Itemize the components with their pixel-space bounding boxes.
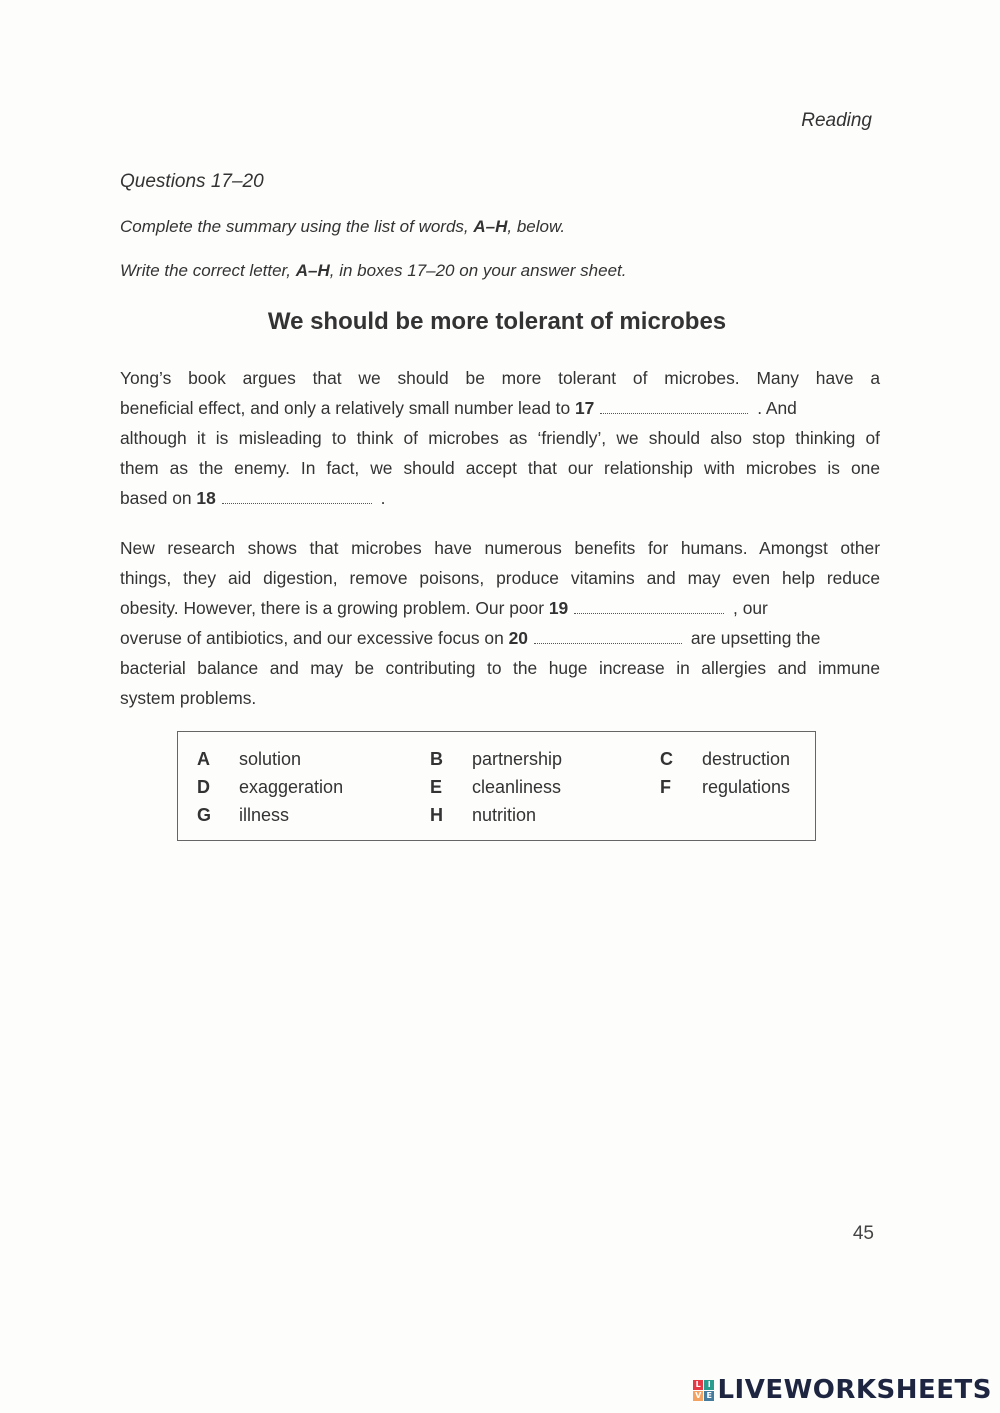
line-text: .	[380, 488, 386, 508]
gap-number-19: 19	[548, 598, 569, 618]
option-letter: H	[430, 805, 443, 825]
paragraph-line: bacterial balance and may be contributing to the huge increase in allergies and immune	[120, 658, 880, 678]
liveworksheets-logo-icon	[693, 1380, 714, 1401]
instruction-text: , below.	[507, 217, 566, 236]
option-letter: B	[430, 749, 443, 769]
liveworksheets-brand[interactable]	[693, 1375, 992, 1405]
section-label: Reading	[801, 110, 872, 131]
gap-number-18: 18	[196, 488, 216, 508]
paragraph-line	[120, 483, 880, 513]
instruction-range: A–H	[473, 217, 508, 236]
option-word: exaggeration	[239, 777, 344, 797]
instruction-complete-summary	[120, 217, 565, 237]
instruction-range: A–H	[295, 261, 330, 280]
paragraph-line: system problems.	[120, 688, 257, 708]
line-text: , our	[733, 598, 768, 618]
line-text: . And	[757, 398, 797, 418]
gap-number-17: 17	[575, 398, 595, 418]
paragraph-line	[120, 623, 880, 653]
option-word: destruction	[702, 749, 791, 769]
paragraph-line: Yong’s book argues that we should be more tolerant of microbes. Many have a	[120, 368, 880, 388]
line-text: beneficial effect, and only a relatively small number lead to	[120, 398, 571, 418]
paragraph-line: New research shows that microbes have numerous benefits for humans. Amongst other	[120, 538, 880, 558]
option-word: cleanliness	[472, 777, 562, 797]
instruction-text: , in boxes 17–20 on your answer sheet.	[329, 261, 627, 280]
line-text: based on	[120, 488, 192, 508]
option-word: illness	[239, 805, 290, 825]
instruction-write-letter	[120, 261, 627, 281]
gap-number-20: 20	[508, 628, 528, 648]
summary-paragraph-2	[120, 533, 880, 713]
line-text: overuse of antibiotics, and our excessive focus on	[120, 628, 504, 648]
logo-tile: I	[704, 1380, 714, 1390]
option-letter: D	[197, 777, 210, 797]
paragraph-line	[120, 393, 880, 423]
logo-tile: V	[695, 1390, 702, 1400]
paragraph-line: things, they aid digestion, remove poisons, produce vitamins and may even help reduce	[120, 568, 880, 588]
option-letter: C	[660, 749, 673, 769]
questions-heading: Questions 17–20	[120, 171, 264, 192]
option-word: nutrition	[472, 805, 537, 825]
option-letter: G	[197, 805, 212, 825]
option-word: partnership	[472, 749, 563, 769]
logo-tile: L	[693, 1380, 703, 1390]
summary-title: We should be more tolerant of microbes	[267, 308, 727, 335]
option-letter: F	[660, 777, 671, 797]
summary-paragraph-1	[120, 363, 880, 513]
paragraph-line	[120, 593, 880, 623]
paragraph-line: although it is misleading to think of microbes as ‘friendly’, we should also stop thinking of	[120, 428, 880, 448]
line-text: obesity. However, there is a growing problem. Our poor	[120, 598, 545, 618]
brand-name: LIVEWORKSHEETS	[717, 1375, 992, 1405]
option-word: solution	[239, 749, 302, 769]
word-options-box	[177, 731, 816, 841]
instruction-text: Write the correct letter,	[120, 261, 296, 280]
option-letter: E	[430, 777, 443, 797]
page-number: 45	[852, 1223, 874, 1244]
line-text: are upsetting the	[690, 628, 821, 648]
answer-gap-17[interactable]	[600, 409, 748, 414]
option-word: regulations	[702, 777, 791, 797]
answer-gap-19[interactable]	[574, 609, 724, 614]
logo-tile: E	[704, 1391, 714, 1401]
paragraph-line: them as the enemy. In fact, we should accept that our relationship with microbes is one	[120, 458, 880, 478]
answer-gap-20[interactable]	[534, 639, 682, 644]
instruction-text: Complete the summary using the list of words,	[120, 217, 474, 236]
option-letter: A	[197, 749, 210, 769]
answer-gap-18[interactable]	[222, 499, 372, 504]
